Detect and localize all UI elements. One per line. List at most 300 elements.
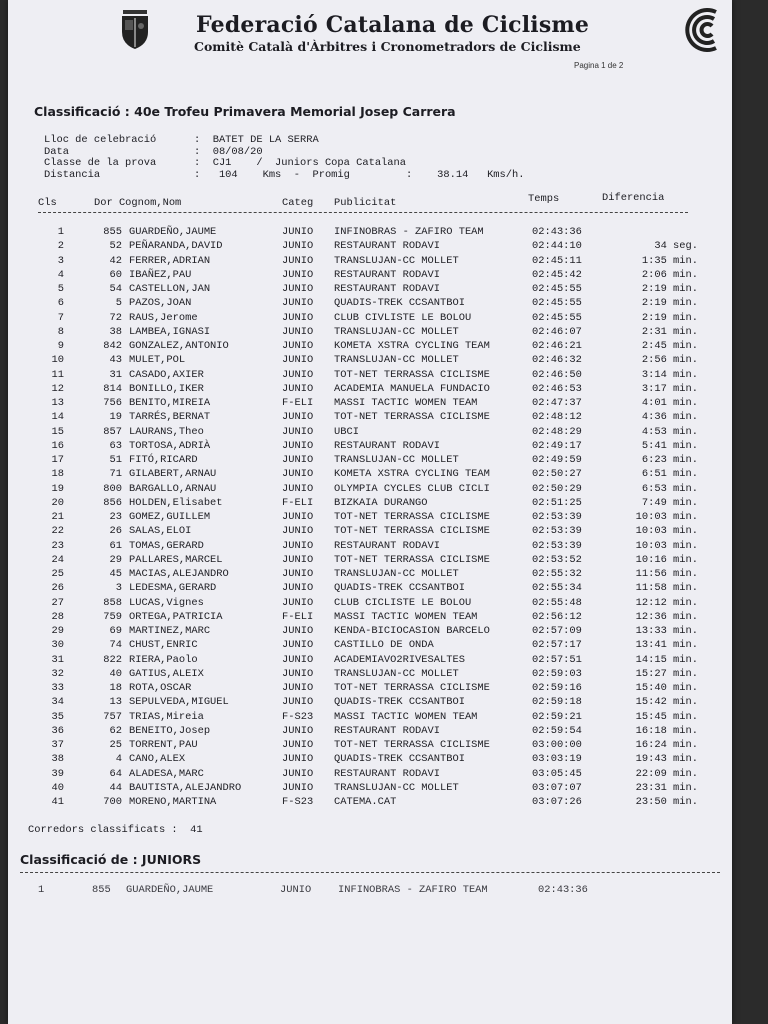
gap-cell: 6:53 min. bbox=[641, 482, 698, 495]
team-cell: RESTAURANT RODAVI bbox=[334, 767, 441, 780]
category-cell: JUNIO bbox=[282, 739, 314, 751]
team-cell: TRANSLUJAN-CC MOLLET bbox=[334, 454, 459, 466]
category-cell: JUNIO bbox=[282, 553, 314, 566]
table-row bbox=[8, 397, 732, 410]
table-row bbox=[8, 668, 732, 681]
team-cell: CLUB CIVLISTE LE BOLOU bbox=[334, 311, 472, 324]
time-cell: 02:46:32 bbox=[532, 354, 582, 367]
bib-cell: 64 bbox=[109, 767, 122, 780]
time-cell: 02:46:50 bbox=[532, 368, 582, 381]
table-row bbox=[8, 468, 732, 481]
category-cell: JUNIO bbox=[282, 511, 314, 523]
table-row bbox=[8, 240, 732, 253]
category-cell: JUNIO bbox=[282, 625, 314, 637]
team-cell: RESTAURANT RODAVI bbox=[334, 724, 441, 737]
rank-cell: 14 bbox=[51, 411, 64, 424]
category-cell: JUNIO bbox=[282, 354, 314, 367]
gap-cell: 15:45 min. bbox=[635, 710, 698, 723]
rank-cell: 9 bbox=[57, 340, 64, 352]
time-cell: 02:59:16 bbox=[532, 682, 582, 694]
table-row bbox=[8, 511, 732, 524]
bib-cell: 52 bbox=[109, 240, 122, 253]
rider-name-cell: TOMAS,GERARD bbox=[129, 539, 204, 552]
table-row bbox=[8, 354, 732, 367]
table-row bbox=[8, 326, 732, 339]
rider-name-cell: FERRER,ADRIAN bbox=[129, 254, 211, 267]
team-cell: UBCI bbox=[334, 425, 359, 438]
bib-cell: 63 bbox=[109, 439, 122, 452]
rank-cell: 1 bbox=[38, 884, 45, 896]
team-cell: TOT-NET TERRASSA CICLISME bbox=[334, 511, 490, 523]
rider-name-cell: PALLARES,MARCEL bbox=[129, 553, 223, 566]
team-cell: OLYMPIA CYCLES CLUB CICLI bbox=[334, 482, 490, 495]
table-row bbox=[8, 312, 732, 325]
table-row bbox=[8, 753, 732, 766]
category-cell: JUNIO bbox=[282, 425, 314, 438]
rank-cell: 23 bbox=[51, 539, 64, 552]
table-row bbox=[8, 654, 732, 667]
time-cell: 02:59:21 bbox=[532, 710, 582, 723]
info-value: : CJ1 / Juniors Copa Catalana bbox=[194, 157, 407, 169]
rank-cell: 12 bbox=[51, 382, 64, 395]
rank-cell: 37 bbox=[51, 739, 64, 751]
rank-cell: 8 bbox=[57, 325, 64, 338]
rank-cell: 5 bbox=[57, 283, 64, 295]
rank-cell: 1 bbox=[57, 226, 64, 238]
table-row bbox=[8, 269, 732, 282]
time-cell: 02:51:25 bbox=[532, 496, 582, 509]
rank-cell: 34 bbox=[51, 696, 64, 709]
category-cell: JUNIO bbox=[282, 753, 314, 766]
rank-cell: 21 bbox=[51, 511, 64, 523]
gap-cell: 14:15 min. bbox=[635, 653, 698, 666]
bib-cell: 44 bbox=[109, 781, 122, 794]
table-row bbox=[8, 696, 732, 709]
time-cell: 02:53:39 bbox=[532, 525, 582, 538]
rank-cell: 7 bbox=[57, 311, 64, 324]
rank-cell: 11 bbox=[51, 368, 64, 381]
rider-name-cell: PAZOS,JOAN bbox=[129, 297, 192, 310]
category-cell: JUNIO bbox=[282, 283, 314, 295]
bib-cell: 74 bbox=[109, 639, 122, 652]
gap-cell: 15:42 min. bbox=[635, 696, 698, 709]
table-row bbox=[8, 782, 732, 795]
rank-cell: 38 bbox=[51, 753, 64, 766]
rider-name-cell: TORTOSA,ADRIÀ bbox=[129, 439, 211, 452]
bib-cell: 51 bbox=[109, 454, 122, 466]
category-cell: JUNIO bbox=[282, 568, 314, 580]
rider-name-cell: BENEITO,Josep bbox=[129, 724, 211, 737]
rank-cell: 25 bbox=[51, 568, 64, 580]
category-cell: JUNIO bbox=[282, 482, 314, 495]
table-row bbox=[8, 525, 732, 538]
gap-cell: 23:50 min. bbox=[635, 796, 698, 808]
info-label: Classe de la prova bbox=[44, 157, 157, 169]
bib-cell: 62 bbox=[109, 724, 122, 737]
time-cell: 02:45:11 bbox=[532, 254, 582, 267]
rank-cell: 27 bbox=[51, 596, 64, 609]
rank-cell: 41 bbox=[51, 796, 64, 808]
time-cell: 02:56:12 bbox=[532, 610, 582, 623]
rider-name-cell: TORRENT,PAU bbox=[129, 739, 198, 751]
table-row bbox=[8, 568, 732, 581]
federation-crest-icon bbox=[120, 10, 150, 50]
table-row bbox=[8, 725, 732, 738]
category-cell: JUNIO bbox=[282, 311, 314, 324]
team-cell: TRANSLUJAN-CC MOLLET bbox=[334, 781, 459, 794]
bib-cell: 814 bbox=[103, 382, 122, 395]
category-cell: JUNIO bbox=[282, 325, 314, 338]
classification-title: Classificació : 40e Trofeu Primavera Memorial Josep Carrera bbox=[34, 104, 456, 119]
gap-cell: 10:03 min. bbox=[635, 511, 698, 523]
gap-cell: 6:51 min. bbox=[641, 468, 698, 481]
table-row bbox=[8, 554, 732, 567]
rider-name-cell: GATIUS,ALEIX bbox=[129, 667, 204, 680]
rank-cell: 20 bbox=[51, 496, 64, 509]
bib-cell: 38 bbox=[109, 325, 122, 338]
gap-cell: 2:06 min. bbox=[641, 268, 698, 281]
gap-cell: 2:56 min. bbox=[641, 354, 698, 367]
table-row bbox=[8, 768, 732, 781]
time-cell: 03:07:07 bbox=[532, 781, 582, 794]
team-cell: CASTILLO DE ONDA bbox=[334, 639, 434, 652]
gap-cell: 6:23 min. bbox=[641, 454, 698, 466]
gap-cell: 12:36 min. bbox=[635, 610, 698, 623]
time-cell: 02:55:32 bbox=[532, 568, 582, 580]
gap-cell: 2:45 min. bbox=[641, 340, 698, 352]
team-cell: TRANSLUJAN-CC MOLLET bbox=[334, 568, 459, 580]
team-cell: QUADIS-TREK CCSANTBOI bbox=[334, 753, 465, 766]
table-row bbox=[8, 226, 732, 239]
bib-cell: 23 bbox=[109, 511, 122, 523]
category-cell: JUNIO bbox=[282, 368, 314, 381]
table-row bbox=[8, 340, 732, 353]
rank-cell: 17 bbox=[51, 454, 64, 466]
category-cell: JUNIO bbox=[280, 884, 312, 896]
rank-cell: 13 bbox=[51, 397, 64, 409]
category-cell: JUNIO bbox=[282, 297, 314, 310]
gap-cell: 23:31 min. bbox=[635, 781, 698, 794]
team-cell: QUADIS-TREK CCSANTBOI bbox=[334, 582, 465, 595]
category-cell: JUNIO bbox=[282, 454, 314, 466]
team-cell: TRANSLUJAN-CC MOLLET bbox=[334, 325, 459, 338]
rider-name-cell: BARGALLO,ARNAU bbox=[129, 482, 217, 495]
team-cell: RESTAURANT RODAVI bbox=[334, 539, 441, 552]
category-cell: F-ELI bbox=[282, 496, 314, 509]
rank-cell: 10 bbox=[51, 354, 64, 367]
bib-cell: 25 bbox=[109, 739, 122, 751]
info-value: : 104 Kms - Promig : 38.14 Kms/h. bbox=[194, 168, 525, 181]
time-cell: 02:57:51 bbox=[532, 653, 582, 666]
gap-cell: 3:17 min. bbox=[641, 382, 698, 395]
team-cell: MASSI TACTIC WOMEN TEAM bbox=[334, 397, 478, 409]
rank-cell: 33 bbox=[51, 682, 64, 694]
cycling-logo-icon bbox=[676, 4, 720, 56]
bib-cell: 26 bbox=[109, 525, 122, 538]
gap-cell: 7:49 min. bbox=[641, 496, 698, 509]
time-cell: 03:00:00 bbox=[532, 739, 582, 751]
bib-cell: 858 bbox=[103, 596, 122, 609]
rider-name-cell: ALADESA,MARC bbox=[129, 767, 204, 780]
col-diferencia: Diferencia bbox=[602, 192, 665, 204]
col-cls: Cls bbox=[38, 197, 57, 209]
team-cell: ACADEMIA MANUELA FUNDACIO bbox=[334, 382, 490, 395]
gap-cell: 2:19 min. bbox=[641, 311, 698, 324]
rank-cell: 16 bbox=[51, 439, 64, 452]
bib-cell: 855 bbox=[92, 884, 111, 896]
category-cell: JUNIO bbox=[282, 240, 314, 253]
time-cell: 02:59:18 bbox=[532, 696, 582, 709]
classified-count: Corredors classificats : 41 bbox=[28, 824, 203, 836]
bib-cell: 3 bbox=[115, 582, 122, 595]
category-cell: F-S23 bbox=[282, 796, 314, 808]
time-cell: 02:46:53 bbox=[532, 382, 582, 395]
table-row bbox=[8, 796, 732, 809]
team-cell: QUADIS-TREK CCSANTBOI bbox=[334, 297, 465, 310]
time-cell: 02:59:54 bbox=[532, 724, 582, 737]
category-cell: JUNIO bbox=[282, 696, 314, 709]
bib-cell: 61 bbox=[109, 539, 122, 552]
rider-name-cell: CANO,ALEX bbox=[129, 753, 186, 766]
category-cell: JUNIO bbox=[282, 767, 314, 780]
bib-cell: 855 bbox=[103, 226, 122, 238]
time-cell: 02:59:03 bbox=[532, 667, 582, 680]
rank-cell: 3 bbox=[57, 254, 64, 267]
team-cell: RESTAURANT RODAVI bbox=[334, 283, 441, 295]
category-cell: JUNIO bbox=[282, 539, 314, 552]
time-cell: 02:55:34 bbox=[532, 582, 582, 595]
bib-cell: 800 bbox=[103, 482, 122, 495]
table-row bbox=[8, 440, 732, 453]
gap-cell: 4:01 min. bbox=[641, 397, 698, 409]
bib-cell: 54 bbox=[109, 283, 122, 295]
rider-name-cell: HOLDEN,Elisabet bbox=[129, 496, 223, 509]
table-row bbox=[8, 283, 732, 296]
team-cell: TOT-NET TERRASSA CICLISME bbox=[334, 682, 490, 694]
table-row bbox=[8, 739, 732, 752]
rank-cell: 24 bbox=[51, 553, 64, 566]
bib-cell: 40 bbox=[109, 667, 122, 680]
bib-cell: 842 bbox=[103, 340, 122, 352]
team-cell: INFINOBRAS - ZAFIRO TEAM bbox=[338, 884, 488, 896]
rank-cell: 18 bbox=[51, 468, 64, 481]
table-row bbox=[8, 540, 732, 553]
team-cell: RESTAURANT RODAVI bbox=[334, 268, 441, 281]
bib-cell: 759 bbox=[103, 610, 122, 623]
rank-cell: 30 bbox=[51, 639, 64, 652]
table-row bbox=[8, 454, 732, 467]
time-cell: 03:05:45 bbox=[532, 767, 582, 780]
rider-name-cell: GILABERT,ARNAU bbox=[129, 468, 217, 481]
team-cell: KOMETA XSTRA CYCLING TEAM bbox=[334, 340, 490, 352]
bib-cell: 71 bbox=[109, 468, 122, 481]
rider-name-cell: SEPULVEDA,MIGUEL bbox=[129, 696, 229, 709]
info-label: Lloc de celebració bbox=[44, 134, 157, 146]
bib-cell: 700 bbox=[103, 796, 122, 808]
table-row bbox=[8, 426, 732, 439]
rider-name-cell: CASTELLON,JAN bbox=[129, 283, 211, 295]
gap-cell: 11:56 min. bbox=[635, 568, 698, 580]
category-cell: JUNIO bbox=[282, 411, 314, 424]
time-cell: 02:45:55 bbox=[532, 311, 582, 324]
col-categ: Categ bbox=[282, 197, 314, 209]
gap-cell: 19:43 min. bbox=[635, 753, 698, 766]
bib-cell: 72 bbox=[109, 311, 122, 324]
bib-cell: 18 bbox=[109, 682, 122, 694]
time-cell: 02:43:36 bbox=[532, 226, 582, 238]
time-cell: 02:46:21 bbox=[532, 340, 582, 352]
table-row bbox=[8, 255, 732, 268]
category-cell: F-ELI bbox=[282, 397, 314, 409]
table-row bbox=[8, 639, 732, 652]
rider-name-cell: LUCAS,Vignes bbox=[129, 596, 204, 609]
juniors-row bbox=[8, 884, 732, 897]
category-cell: JUNIO bbox=[282, 382, 314, 395]
page-number: Pagina 1 de 2 bbox=[574, 61, 624, 70]
team-cell: ACADEMIAVO2RIVESALTES bbox=[334, 653, 465, 666]
bib-cell: 756 bbox=[103, 397, 122, 409]
table-row bbox=[8, 411, 732, 424]
bib-cell: 31 bbox=[109, 368, 122, 381]
bib-cell: 13 bbox=[109, 696, 122, 709]
table-row bbox=[8, 297, 732, 310]
time-cell: 02:49:17 bbox=[532, 439, 582, 452]
time-cell: 02:57:17 bbox=[532, 639, 582, 652]
gap-cell: 4:53 min. bbox=[641, 425, 698, 438]
category-cell: JUNIO bbox=[282, 682, 314, 694]
time-cell: 02:50:29 bbox=[532, 482, 582, 495]
time-cell: 02:47:37 bbox=[532, 397, 582, 409]
gap-cell: 11:58 min. bbox=[635, 582, 698, 595]
category-cell: JUNIO bbox=[282, 439, 314, 452]
rank-cell: 40 bbox=[51, 781, 64, 794]
gap-cell: 13:33 min. bbox=[635, 625, 698, 637]
col-dor-name: Dor Cognom,Nom bbox=[94, 197, 182, 209]
rider-name-cell: SALAS,ELOI bbox=[129, 525, 192, 538]
time-cell: 02:48:12 bbox=[532, 411, 582, 424]
rank-cell: 22 bbox=[51, 525, 64, 538]
rank-cell: 31 bbox=[51, 653, 64, 666]
time-cell: 02:48:29 bbox=[532, 425, 582, 438]
category-cell: JUNIO bbox=[282, 653, 314, 666]
category-cell: F-ELI bbox=[282, 610, 314, 623]
rider-name-cell: MARTINEZ,MARC bbox=[129, 625, 211, 637]
category-cell: JUNIO bbox=[282, 525, 314, 538]
team-cell: TOT-NET TERRASSA CICLISME bbox=[334, 739, 490, 751]
gap-cell: 10:16 min. bbox=[635, 553, 698, 566]
rider-name-cell: PEÑARANDA,DAVID bbox=[129, 240, 223, 253]
team-cell: TOT-NET TERRASSA CICLISME bbox=[334, 411, 490, 424]
team-cell: MASSI TACTIC WOMEN TEAM bbox=[334, 610, 478, 623]
table-header bbox=[8, 192, 732, 209]
bib-cell: 757 bbox=[103, 710, 122, 723]
info-value: : BATET DE LA SERRA bbox=[194, 134, 319, 146]
team-cell: TRANSLUJAN-CC MOLLET bbox=[334, 354, 459, 367]
team-cell: TOT-NET TERRASSA CICLISME bbox=[334, 553, 490, 566]
team-cell: RESTAURANT RODAVI bbox=[334, 439, 441, 452]
time-cell: 02:53:39 bbox=[532, 539, 582, 552]
time-cell: 03:07:26 bbox=[532, 796, 582, 808]
rank-cell: 36 bbox=[51, 724, 64, 737]
team-cell: TOT-NET TERRASSA CICLISME bbox=[334, 525, 490, 538]
category-cell: JUNIO bbox=[282, 781, 314, 794]
rider-name-cell: LEDESMA,GERARD bbox=[129, 582, 217, 595]
time-cell: 02:53:39 bbox=[532, 511, 582, 523]
gap-cell: 15:27 min. bbox=[635, 667, 698, 680]
bib-cell: 822 bbox=[103, 653, 122, 666]
gap-cell: 15:40 min. bbox=[635, 682, 698, 694]
bib-cell: 5 bbox=[115, 297, 122, 310]
juniors-heading: Classificació de : JUNIORS bbox=[20, 852, 202, 867]
team-cell: TRANSLUJAN-CC MOLLET bbox=[334, 254, 459, 267]
gap-cell: 2:31 min. bbox=[641, 325, 698, 338]
time-cell: 02:44:10 bbox=[532, 240, 582, 253]
gap-cell: 16:24 min. bbox=[635, 739, 698, 751]
rider-name-cell: LAURANS,Theo bbox=[129, 425, 204, 438]
rider-name-cell: FITÓ,RICARD bbox=[129, 454, 198, 466]
gap-cell: 13:41 min. bbox=[635, 639, 698, 652]
category-cell: F-S23 bbox=[282, 710, 314, 723]
rider-name-cell: RAUS,Jerome bbox=[129, 311, 198, 324]
bib-cell: 69 bbox=[109, 625, 122, 637]
bib-cell: 42 bbox=[109, 254, 122, 267]
gap-cell: 10:03 min. bbox=[635, 525, 698, 538]
gap-cell: 16:18 min. bbox=[635, 724, 698, 737]
rider-name-cell: LAMBEA,IGNASI bbox=[129, 325, 211, 338]
rider-name-cell: ROTA,OSCAR bbox=[129, 682, 192, 694]
bib-cell: 60 bbox=[109, 268, 122, 281]
table-row bbox=[8, 682, 732, 695]
team-cell: BIZKAIA DURANGO bbox=[334, 496, 428, 509]
info-value: : 08/08/20 bbox=[194, 145, 263, 158]
info-label: Distancia bbox=[44, 168, 101, 181]
header-rule bbox=[38, 212, 688, 213]
rank-cell: 19 bbox=[51, 482, 64, 495]
category-cell: JUNIO bbox=[282, 268, 314, 281]
rider-name-cell: MACIAS,ALEJANDRO bbox=[129, 568, 229, 580]
rank-cell: 39 bbox=[51, 767, 64, 780]
time-cell: 02:53:52 bbox=[532, 553, 582, 566]
time-cell: 02:49:59 bbox=[532, 454, 582, 466]
gap-cell: 1:35 min. bbox=[641, 254, 698, 267]
rank-cell: 2 bbox=[57, 240, 64, 253]
team-cell: QUADIS-TREK CCSANTBOI bbox=[334, 696, 465, 709]
rider-name-cell: BENITO,MIREIA bbox=[129, 397, 211, 409]
time-cell: 02:43:36 bbox=[538, 884, 588, 896]
rider-name-cell: TRIAS,Mireia bbox=[129, 710, 204, 723]
gap-cell: 2:19 min. bbox=[641, 283, 698, 295]
rider-name-cell: IBAÑEZ,PAU bbox=[129, 268, 192, 281]
col-temps: Temps bbox=[528, 193, 560, 205]
time-cell: 02:45:55 bbox=[532, 297, 582, 310]
rank-cell: 26 bbox=[51, 582, 64, 595]
gap-cell: 3:14 min. bbox=[641, 368, 698, 381]
document-subtitle: Comitè Català d'Àrbitres i Cronometradors de Ciclisme bbox=[194, 39, 581, 54]
rider-name-cell: GUARDEÑO,JAUME bbox=[129, 226, 217, 238]
rank-cell: 35 bbox=[51, 710, 64, 723]
time-cell: 02:45:42 bbox=[532, 268, 582, 281]
team-cell: TOT-NET TERRASSA CICLISME bbox=[334, 368, 490, 381]
table-row bbox=[8, 611, 732, 624]
gap-cell: 12:12 min. bbox=[635, 596, 698, 609]
team-cell: CATEMA.CAT bbox=[334, 796, 397, 808]
bib-cell: 856 bbox=[103, 496, 122, 509]
time-cell: 02:57:09 bbox=[532, 625, 582, 637]
rank-cell: 4 bbox=[57, 268, 64, 281]
juniors-rule bbox=[20, 872, 720, 873]
bib-cell: 43 bbox=[109, 354, 122, 367]
gap-cell: 10:03 min. bbox=[635, 539, 698, 552]
